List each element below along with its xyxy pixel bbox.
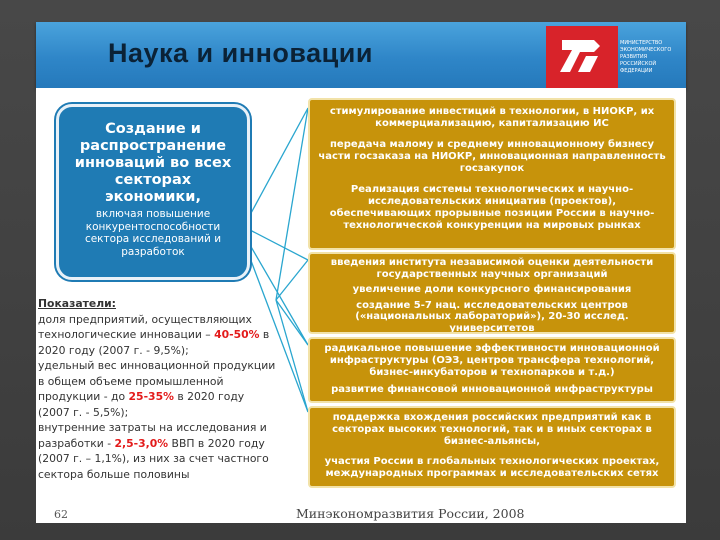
measures-box-1 — [308, 98, 676, 250]
measure-item: создание 5-7 нац. исследовательских центров («национальных лабораторий»), 20-30 исслед. университетов — [355, 299, 629, 334]
ministry-line: ФЕДЕРАЦИИ — [620, 68, 653, 74]
measure-item: развитие финансовой инновационной инфраструктуры — [331, 384, 653, 395]
indicator-text: в 2020 году (2007 г. - 9,5%); — [38, 328, 270, 357]
measure-item: Реализация системы технологических и научно-исследовательских инициатив (проектов), обеспечивающих прорывные позиции России в научно-технологической конкуренции на мировых рынках — [329, 184, 655, 231]
measure-item: передача малому и среднему инновационному бизнесу части госзаказа на НИОКР, инновационная направленность госзакупок — [318, 139, 666, 174]
indicators-heading: Показатели: — [38, 297, 116, 310]
measure-item: радикальное повышение эффективности инновационной инфраструктуры (ОЭЗ, центров трансфера технологий, бизнес-инкубаторов и технопарков и т.д.) — [324, 343, 660, 378]
measure-item: стимулирование инвестиций в технологии, в НИОКР, их коммерциализацию, капитализацию ИС — [329, 106, 655, 129]
footer-source: Минэкономразвития России, 2008 — [296, 506, 525, 521]
indicator-text: ВВП в 2020 году (2007 г. – 1,1%), из них за счет частного сектора больше половины — [38, 436, 269, 481]
ministry-line: ЭКОНОМИЧЕСКОГО — [620, 47, 672, 53]
main-goal-heading: Создание и распространение инноваций во всех секторах экономики, — [74, 121, 232, 205]
measures-box-3 — [308, 337, 676, 403]
indicator-value: 25-35% — [128, 390, 174, 403]
measures-box-4 — [308, 406, 676, 488]
measure-item: участия России в глобальных технологических проектах, международных программах и исследовательских сетях — [324, 456, 660, 479]
measure-item: увеличение доли конкурсного финансирования — [352, 284, 632, 295]
ministry-line: МИНИСТЕРСТВО — [620, 40, 663, 46]
indicators-block — [38, 296, 276, 482]
indicator-text: доля предприятий, осуществляющих технологические инновации – — [38, 312, 252, 341]
ministry-line: РАЗВИТИЯ — [620, 54, 648, 60]
ministry-line: РОССИЙСКОЙ — [620, 61, 657, 67]
page-number: 62 — [54, 508, 68, 521]
indicator-text: в 2020 году (2007 г. - 5,5%); — [38, 390, 245, 419]
indicator-text: удельный вес инновационной продукции в общем объеме промышленной продукции - до — [38, 359, 276, 403]
measures-box-2 — [308, 252, 676, 334]
slide-title: Наука и инновации — [108, 38, 373, 68]
main-goal-subheading: включая повышение конкурентоспособности сектора исследований и разработок — [84, 208, 222, 258]
measure-item: поддержка вхождения российских предприятий как в секторах высоких технологий, так и в иных секторах в бизнес-альянсы, — [332, 412, 652, 447]
indicator-value: 40-50% — [214, 328, 260, 341]
measure-item: введения института независимой оценки деятельности государственных научных организаций — [330, 257, 654, 280]
indicator-text: внутренние затраты на исследования и разработки - — [38, 421, 267, 450]
indicator-value: 2,5-3,0% — [114, 436, 169, 450]
main-goal-box — [56, 104, 250, 280]
